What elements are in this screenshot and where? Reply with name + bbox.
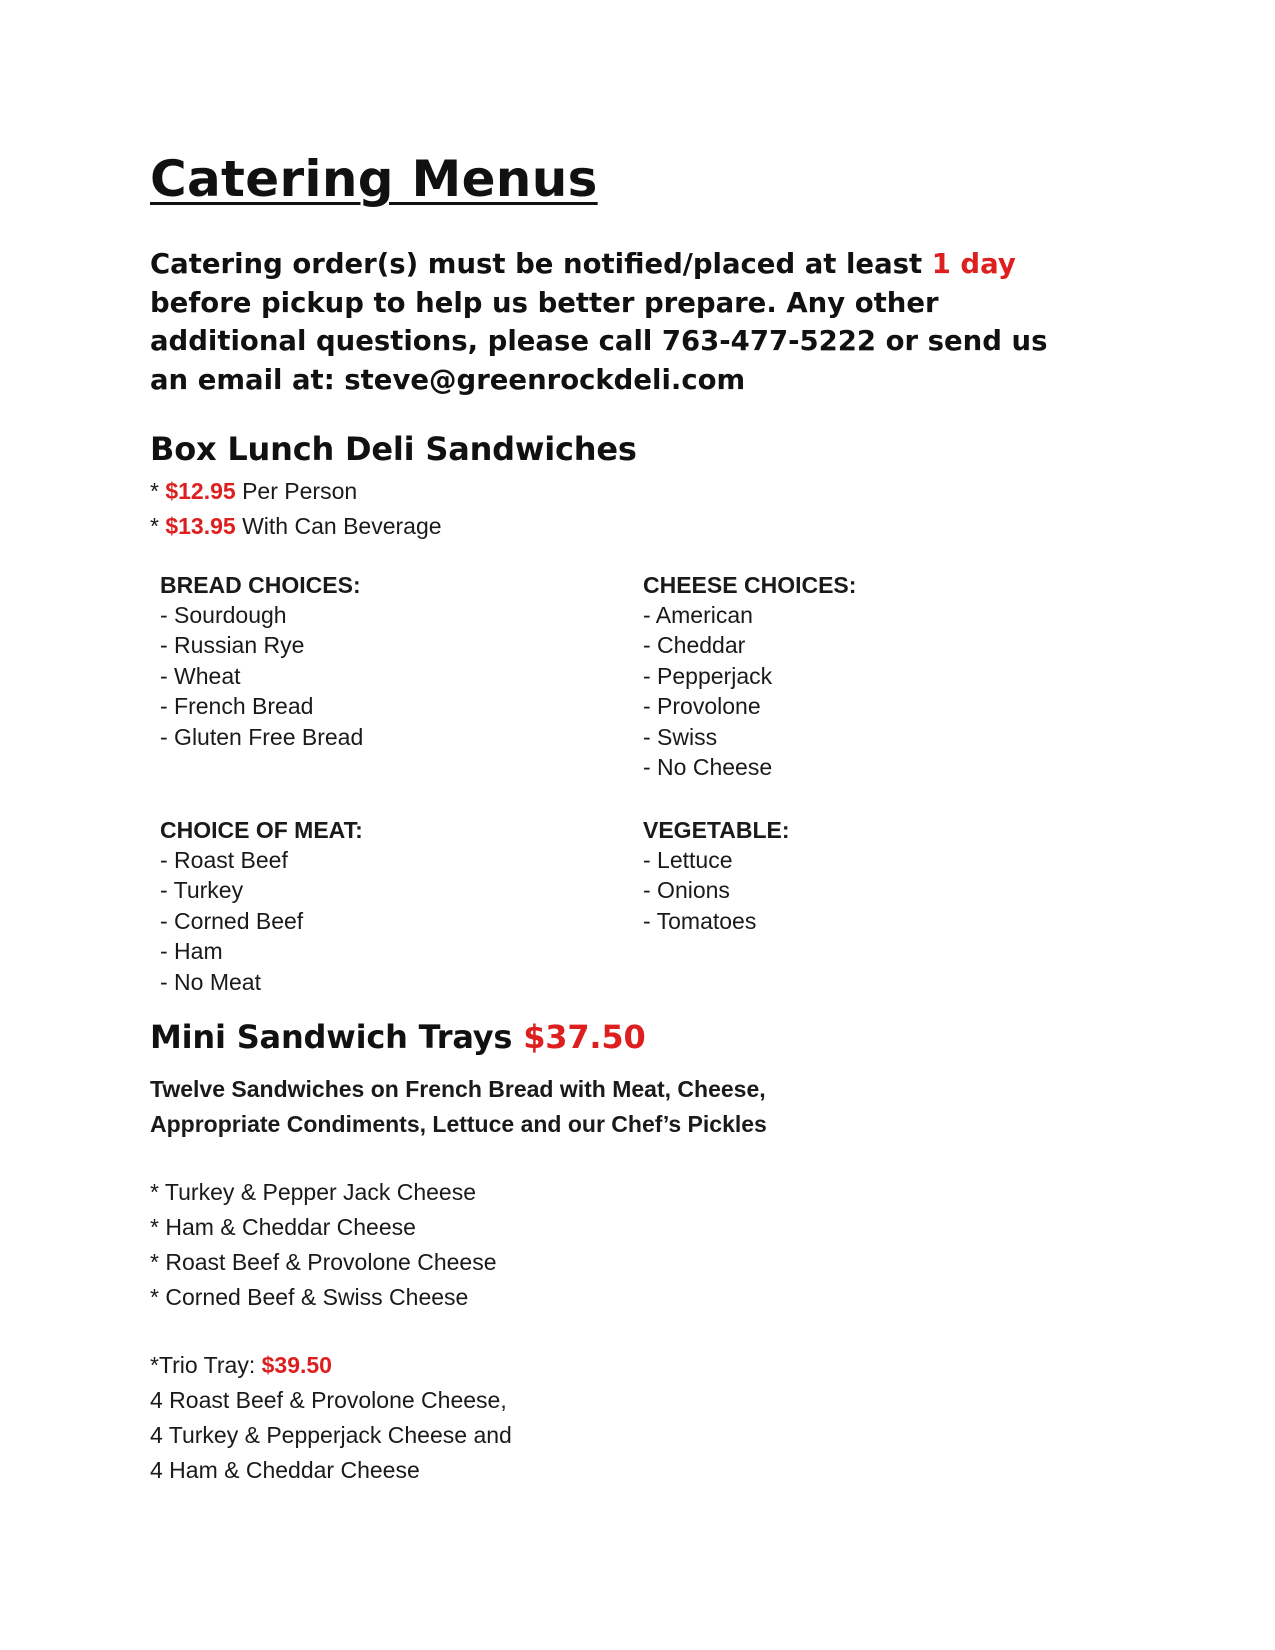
list-item: - Swiss (643, 723, 718, 750)
trio-tray-line: 4 Turkey & Pepperjack Cheese and (150, 1422, 512, 1448)
meat-choices-heading: CHOICE OF MEAT: (160, 817, 363, 843)
intro-highlight: 1 day (931, 248, 1016, 280)
list-item: * Roast Beef & Provolone Cheese (150, 1249, 497, 1275)
list-item: * Turkey & Pepper Jack Cheese (150, 1179, 476, 1205)
trio-tray (150, 1348, 512, 1488)
list-item: - No Cheese (643, 754, 773, 781)
price-label: Per Person (235, 478, 358, 504)
mini-trays-title: Mini Sandwich Trays (150, 1018, 524, 1056)
vegetable-choices-heading: VEGETABLE: (643, 817, 790, 843)
list-item: - Onions (643, 877, 730, 904)
trio-tray-label: *Trio Tray: (150, 1352, 262, 1378)
price-amount: $12.95 (165, 478, 236, 504)
cheese-choices (643, 570, 856, 782)
vegetable-choices (643, 815, 790, 936)
bread-choices (160, 570, 363, 752)
trio-tray-price: $39.50 (261, 1352, 332, 1378)
description-line-2: Appropriate Condiments, Lettuce and our Chef’s Pickles (150, 1111, 767, 1137)
list-item: - Provolone (643, 693, 761, 720)
list-item: - Sourdough (160, 602, 287, 628)
meat-choices-list (160, 845, 363, 997)
mini-trays-price: $37.50 (523, 1018, 646, 1056)
list-item: - Wheat (160, 662, 241, 689)
bread-choices-list (160, 600, 363, 752)
trio-tray-price-line (150, 1348, 512, 1383)
mini-trays-description (150, 1072, 850, 1142)
intro-text-1: Catering order(s) must be notified/placed at least (150, 248, 932, 280)
vegetable-choices-list (643, 845, 790, 936)
cheese-choices-heading: CHEESE CHOICES: (643, 572, 857, 598)
price-amount: $13.95 (165, 513, 236, 539)
price-with-beverage (150, 513, 442, 540)
list-item: - Gluten Free Bread (160, 723, 364, 750)
list-item: - Roast Beef (160, 847, 288, 873)
list-item: - French Bread (160, 693, 314, 720)
list-item: - American (643, 602, 753, 628)
description-line-1: Twelve Sandwiches on French Bread with Meat, Cheese, (150, 1076, 766, 1102)
intro-text-2: before pickup to help us better prepare. Any other additional questions, please call 763-477-5222 or send us an email at: steve@greenrockdeli.com (150, 286, 1048, 396)
price-per-person (150, 478, 357, 505)
list-item: - Lettuce (643, 847, 733, 873)
mini-trays-list (150, 1175, 496, 1315)
list-item: - Tomatoes (643, 907, 757, 934)
page-title: Catering Menus (150, 150, 598, 208)
list-item: - No Meat (160, 968, 261, 995)
list-item: * Ham & Cheddar Cheese (150, 1214, 416, 1240)
list-item: - Ham (160, 938, 223, 965)
list-item: - Turkey (160, 877, 244, 904)
list-item: - Cheddar (643, 632, 746, 659)
price-label: With Can Beverage (235, 513, 442, 539)
trio-tray-line: 4 Ham & Cheddar Cheese (150, 1457, 420, 1483)
list-item: - Pepperjack (643, 662, 773, 689)
bread-choices-heading: BREAD CHOICES: (160, 572, 361, 598)
price-prefix: * (150, 478, 166, 504)
price-prefix: * (150, 513, 166, 539)
list-item: - Corned Beef (160, 907, 304, 934)
trio-tray-line: 4 Roast Beef & Provolone Cheese, (150, 1387, 507, 1413)
box-lunch-heading: Box Lunch Deli Sandwiches (150, 430, 637, 468)
intro-paragraph (150, 245, 1080, 399)
cheese-choices-list (643, 600, 856, 782)
list-item: * Corned Beef & Swiss Cheese (150, 1284, 469, 1310)
mini-trays-heading (150, 1018, 646, 1056)
meat-choices (160, 815, 363, 997)
list-item: - Russian Rye (160, 632, 305, 659)
